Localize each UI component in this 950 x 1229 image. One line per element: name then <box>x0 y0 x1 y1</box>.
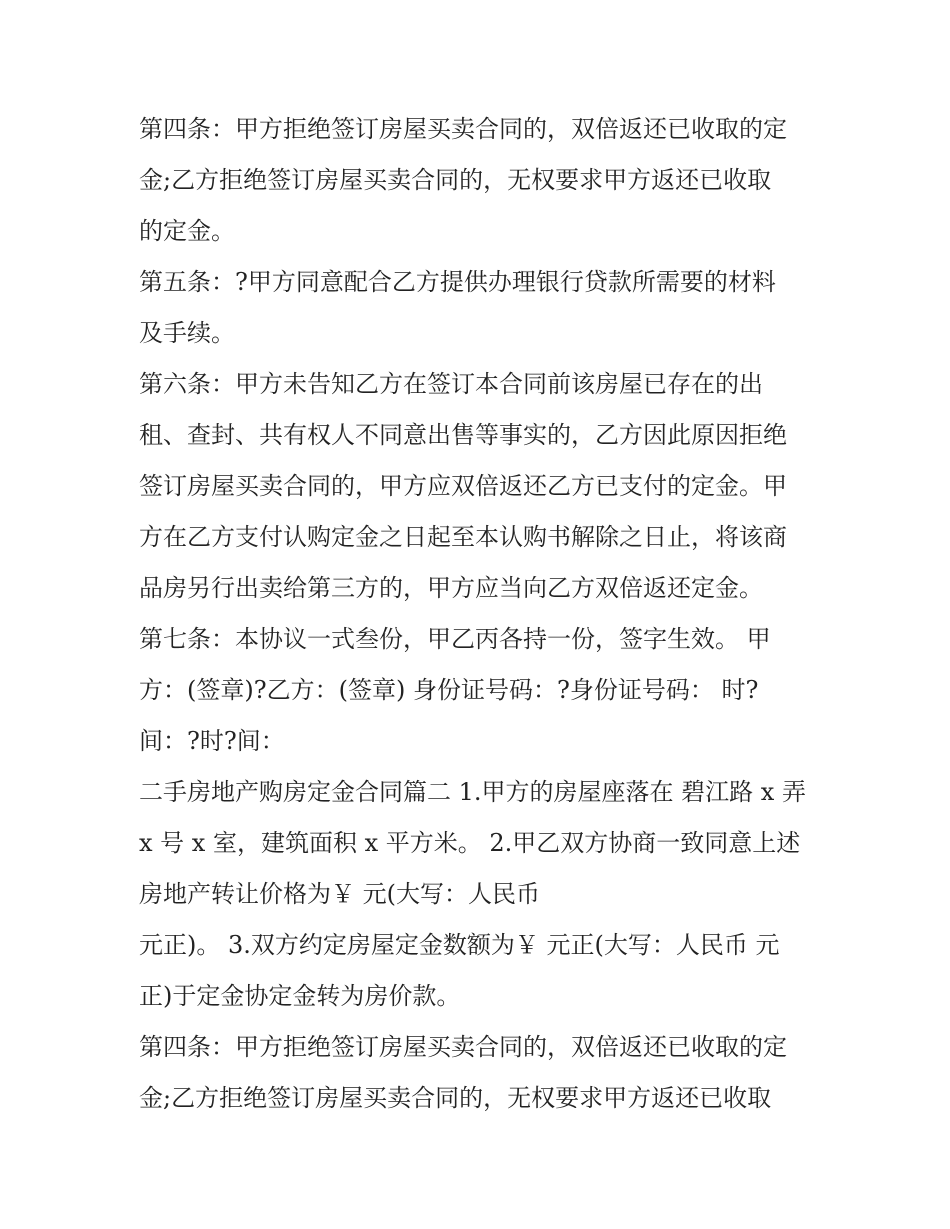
paragraph-article-4-repeat <box>139 1022 829 1124</box>
text-line: 第六条：甲方未告知乙方在签订本合同前该房屋已存在的出 <box>139 370 763 398</box>
text-line: 金;乙方拒绝签订房屋买卖合同的，无权要求甲方返还已收取 <box>139 1084 772 1112</box>
text-line: 第四条：甲方拒绝签订房屋买卖合同的，双倍返还已收取的定 <box>139 115 787 143</box>
paragraph-article-4 <box>139 104 829 257</box>
text-line: 金;乙方拒绝签订房屋买卖合同的，无权要求甲方返还已收取 <box>139 166 772 194</box>
text-line: 租、查封、共有权人不同意出售等事实的，乙方因此原因拒绝 <box>139 421 787 449</box>
text-line: 及手续。 <box>139 319 235 347</box>
text-line: 二手房地产购房定金合同篇二 1.甲方的房屋座落在 碧江路 x 弄 <box>139 778 806 806</box>
text-line: 签订房屋买卖合同的，甲方应双倍返还乙方已支付的定金。甲 <box>139 472 787 500</box>
text-line: 第四条：甲方拒绝签订房屋买卖合同的，双倍返还已收取的定 <box>139 1033 787 1061</box>
text-line: 元正)。 3.双方约定房屋定金数额为￥ 元正(大写：人民币 元 <box>139 931 780 959</box>
paragraph-article-6 <box>139 359 829 614</box>
paragraph-article-5 <box>139 257 829 359</box>
text-line: 品房另行出卖给第三方的，甲方应当向乙方双倍返还定金。 <box>139 574 763 602</box>
text-line: 第七条：本协议一式叁份，甲乙丙各持一份，签字生效。 甲 <box>139 625 771 653</box>
paragraph-contract-two <box>139 767 829 920</box>
text-line: x 号 x 室，建筑面积 x 平方米。 2.甲乙双方协商一致同意上述 <box>139 829 801 857</box>
paragraph-article-7 <box>139 614 829 767</box>
text-line: 方：(签章)?乙方：(签章) 身份证号码：?身份证号码： 时? <box>139 676 759 704</box>
text-line: 的定金。 <box>139 217 235 245</box>
text-line: 正)于定金协定金转为房价款。 <box>139 982 461 1010</box>
text-line: 第五条：?甲方同意配合乙方提供办理银行贷款所需要的材料 <box>139 268 776 296</box>
document-body <box>139 104 829 1124</box>
text-line: 间：?时?间： <box>139 727 285 755</box>
paragraph-deposit-amount <box>139 920 829 1022</box>
text-line: 房地产转让价格为￥ 元(大写：人民币 <box>139 880 540 908</box>
text-line: 方在乙方支付认购定金之日起至本认购书解除之日止，将该商 <box>139 523 787 551</box>
